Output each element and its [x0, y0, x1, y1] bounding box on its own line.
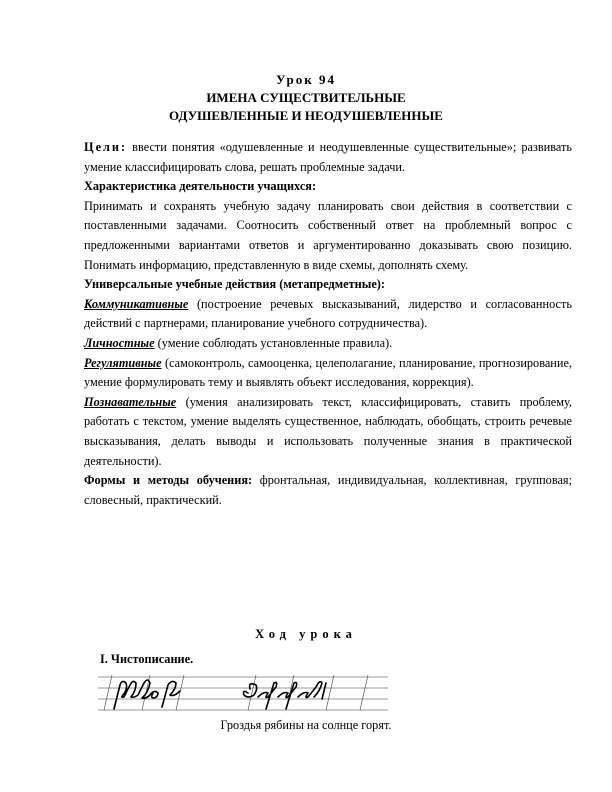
- lesson-plan-body: [84, 138, 572, 510]
- personal-paragraph: [84, 334, 572, 354]
- communicative-label: Коммуникативные: [84, 296, 189, 311]
- activity-text: Принимать и сохранять учебную задачу планировать свои действия в соответствии с поставленными задачами. Соотносить собственный ответ на проблемный вопрос с предложенными вариантами ответов и аргументированно доказывать свою позицию. Понимать информацию, представленную в виде схемы, дополнять схему.: [84, 198, 572, 272]
- activity-heading: Характеристика деятельности учащихся:: [84, 179, 317, 194]
- cognitive-text: (умения анализировать текст, классифицировать, ставить проблему, работать с текстом, умение выделять существенное, наблюдать, обобщать, строить речевые высказывания, делать выводы и использовать полученные знания в практической деятельности).: [84, 394, 572, 468]
- personal-text: (умение соблюдать установленные правила).: [154, 335, 393, 350]
- methods-paragraph: [84, 471, 572, 510]
- penmanship-sentence: Гроздья рябины на солнце горят.: [220, 718, 392, 732]
- cognitive-paragraph: [84, 393, 572, 471]
- penmanship-heading: I. Чистописание.: [100, 652, 194, 666]
- penmanship-sample: [98, 671, 388, 715]
- cognitive-label: Познавательные: [84, 394, 177, 409]
- lesson-title-line-2: ОДУШЕВЛЕННЫЕ И НЕОДУШЕВЛЕННЫЕ: [169, 108, 443, 123]
- slant-guides: [104, 675, 368, 710]
- cursive-letters: [114, 680, 326, 709]
- uud-heading: Универсальные учебные действия (метапредметные):: [84, 277, 385, 292]
- regulatory-text: (самоконтроль, самооценка, целеполагание, планирование, прогнозирование, умение формулировать тему и выявлять объект исследования, коррекция).: [84, 355, 572, 390]
- goals-text: ввести понятия «одушевленные и неодушевленные существительные»; развивать умение классифицировать слова, решать проблемные задачи.: [84, 140, 572, 174]
- communicative-paragraph: [84, 295, 572, 334]
- personal-label: Личностные: [84, 335, 155, 350]
- lesson-number: Урок 94: [276, 72, 336, 87]
- regulatory-label: Регулятивные: [84, 355, 162, 370]
- methods-label: Формы и методы обучения:: [84, 473, 253, 488]
- lesson-flow-heading: Ход урока: [255, 627, 357, 641]
- goals-label: Цели:: [84, 140, 128, 154]
- communicative-text: (построение речевых высказываний, лидерство и согласованность действий с партнерами, планирование учебного сотрудничества).: [84, 296, 572, 331]
- lesson-title-line-1: ИМЕНА СУЩЕСТВИТЕЛЬНЫЕ: [206, 90, 406, 105]
- goals-paragraph: [84, 138, 572, 177]
- methods-text: фронтальная, индивидуальная, коллективная, групповая; словесный, практический.: [84, 473, 573, 507]
- regulatory-paragraph: [84, 354, 572, 393]
